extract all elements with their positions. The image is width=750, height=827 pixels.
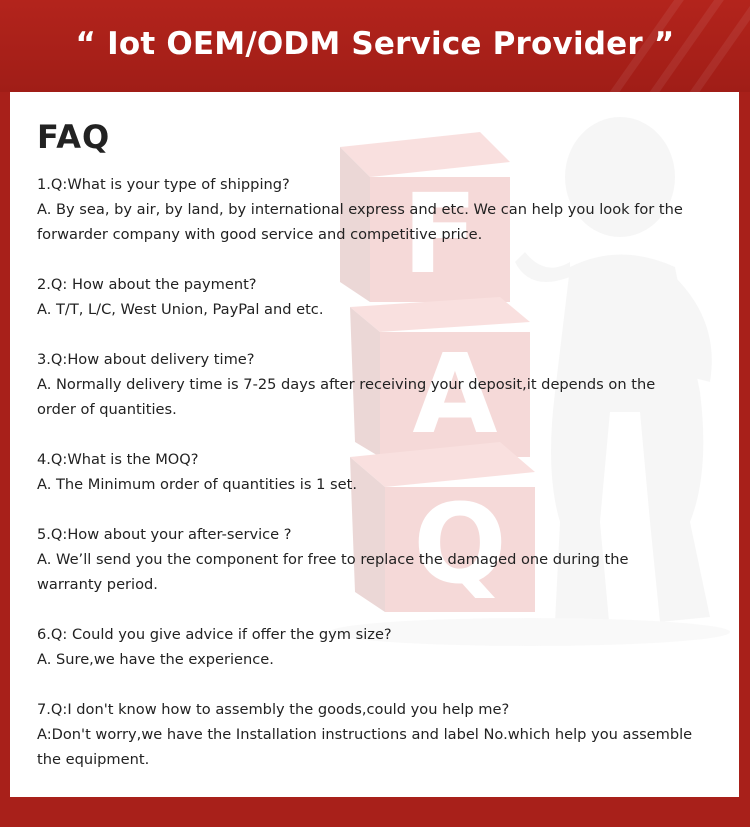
faq-list <box>37 172 732 797</box>
faq-question: 4.Q:What is the MOQ? <box>37 451 199 468</box>
faq-panel <box>10 92 739 797</box>
faq-answer-line: A:Don't worry,we have the Installation instructions and label No.which help you assemble <box>37 726 693 743</box>
faq-answer-line: A. Sure,we have the experience. <box>37 651 274 668</box>
faq-item <box>37 272 732 322</box>
faq-item <box>37 522 732 597</box>
faq-answer-line: forwarder company with good service and competitive price. <box>37 226 483 243</box>
faq-question: 6.Q: Could you give advice if offer the gym size? <box>37 626 392 643</box>
faq-item <box>37 172 732 247</box>
faq-answer-line: order of quantities. <box>37 401 177 418</box>
faq-answer-line: the equipment. <box>37 751 150 768</box>
faq-question: 2.Q: How about the payment? <box>37 276 257 293</box>
faq-answer-line: A. Normally delivery time is 7-25 days after receiving your deposit,it depends on the <box>37 376 656 393</box>
faq-question: 5.Q:How about your after-service ? <box>37 526 292 543</box>
faq-answer-line: warranty period. <box>37 576 158 593</box>
faq-item <box>37 347 732 422</box>
header-banner <box>0 0 750 92</box>
faq-answer-line: A. We’ll send you the component for free to replace the damaged one during the <box>37 551 629 568</box>
svg-text:Q: Q <box>413 480 507 608</box>
faq-question: 7.Q:I don't know how to assembly the goods,could you help me? <box>37 701 510 718</box>
faq-item <box>37 447 732 497</box>
banner-title: “ Iot OEM/ODM Service Provider ” <box>75 26 675 62</box>
faq-answer-line: A. T/T, L/C, West Union, PayPal and etc. <box>37 301 324 318</box>
svg-text:A: A <box>412 330 498 458</box>
faq-answer-line: A. By sea, by air, by land, by international express and etc. We can help you look for the <box>37 201 683 218</box>
faq-question: 1.Q:What is your type of shipping? <box>37 176 290 193</box>
faq-question: 3.Q:How about delivery time? <box>37 351 255 368</box>
faq-answer-line: A. The Minimum order of quantities is 1 set. <box>37 476 357 493</box>
faq-item <box>37 697 732 772</box>
faq-item <box>37 622 732 672</box>
faq-heading: FAQ <box>37 118 111 156</box>
svg-text:F: F <box>402 170 478 298</box>
footer-strip <box>0 797 750 827</box>
